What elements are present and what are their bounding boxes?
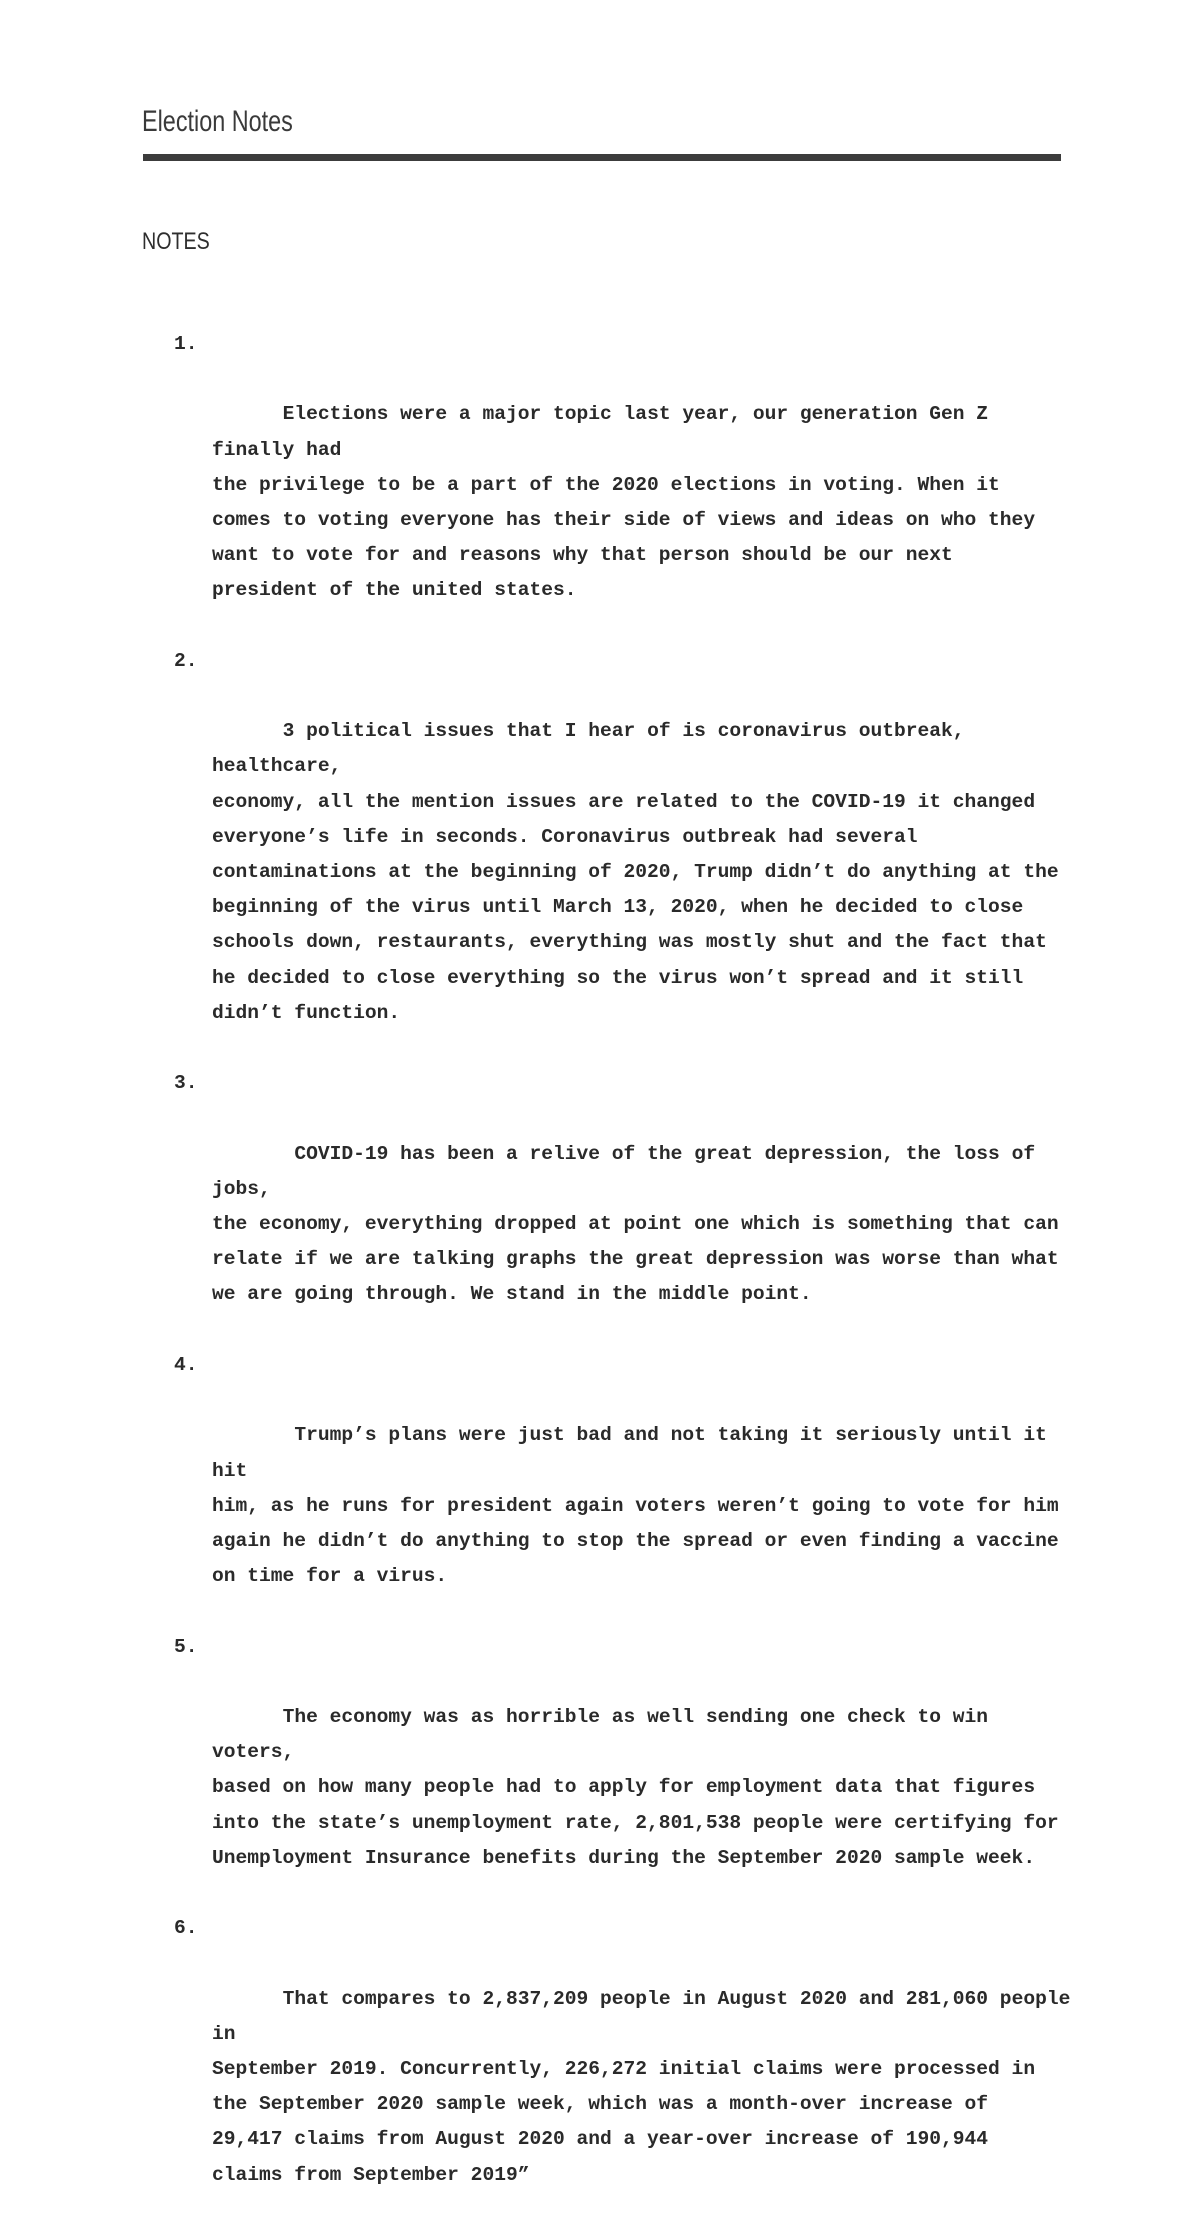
section-heading: NOTES bbox=[142, 228, 210, 255]
list-item-number: 1. bbox=[174, 333, 198, 355]
list-item bbox=[174, 1911, 1072, 2228]
list-item bbox=[174, 1066, 1072, 1348]
list-item-number: 4. bbox=[174, 1353, 198, 1376]
list-item-text: That compares to 2,837,209 people in August 2020 and 281,060 people in September 2019. Concurrently, 226,272 initial claims were processed in the September 2020 sample week, which was a month-over increase of 29,417 claims from August 2020 and a year-over increase of 190,944 claims from September 2019” bbox=[212, 1987, 1071, 2186]
list-item-number: 5. bbox=[174, 1635, 198, 1658]
document-title: Election Notes bbox=[142, 105, 293, 138]
list-item bbox=[174, 327, 1072, 644]
list-item bbox=[174, 644, 1072, 1066]
list-item-text: Trump’s plans were just bad and not taking it seriously until it hit him, as he runs for president again voters weren’t going to vote for him again he didn’t do anything to stop the spread or even finding a vaccine on time for a virus. bbox=[212, 1424, 1059, 1588]
list-item-text: The economy was as horrible as well sending one check to win voters, based on how many people had to apply for employment data that figures into the state’s unemployment rate, 2,801,538 people were certifying for Unemployment Insurance benefits during the September 2020 sample week. bbox=[212, 1705, 1059, 1869]
list-item-text: Elections were a major topic last year, our generation Gen Z finally had the privilege to be a part of the 2020 elections in voting. When it comes to voting everyone has their side of views and ideas on who they want to vote for and reasons why that person should be our next president of the united states. bbox=[212, 403, 1036, 602]
list-item-text: COVID-19 has been a relive of the great depression, the loss of jobs, the economy, everything dropped at point one which is something that can relate if we are talking graphs the great depression was worse than what we are going through. We stand in the middle point. bbox=[212, 1142, 1059, 1306]
list-item bbox=[174, 1348, 1072, 1630]
list-item-number: 6. bbox=[174, 1917, 198, 1940]
list-item bbox=[174, 1630, 1072, 1912]
title-divider bbox=[143, 154, 1061, 161]
notes-list bbox=[174, 327, 1072, 2228]
list-item-number: 3. bbox=[174, 1072, 198, 1095]
list-item-text: 3 political issues that I hear of is coronavirus outbreak, healthcare, economy, all the mention issues are related to the COVID-19 it changed everyone’s life in seconds. Coronavirus outbreak had several contaminations at the beginning of 2020, Trump didn’t do anything at the beginning of the virus until March 13, 2020, when he decided to close schools down, restaurants, everything was mostly shut and the fact that he decided to close everything so the virus won’t spread and it still didn’t function. bbox=[212, 720, 1059, 1024]
list-item-number: 2. bbox=[174, 649, 198, 672]
